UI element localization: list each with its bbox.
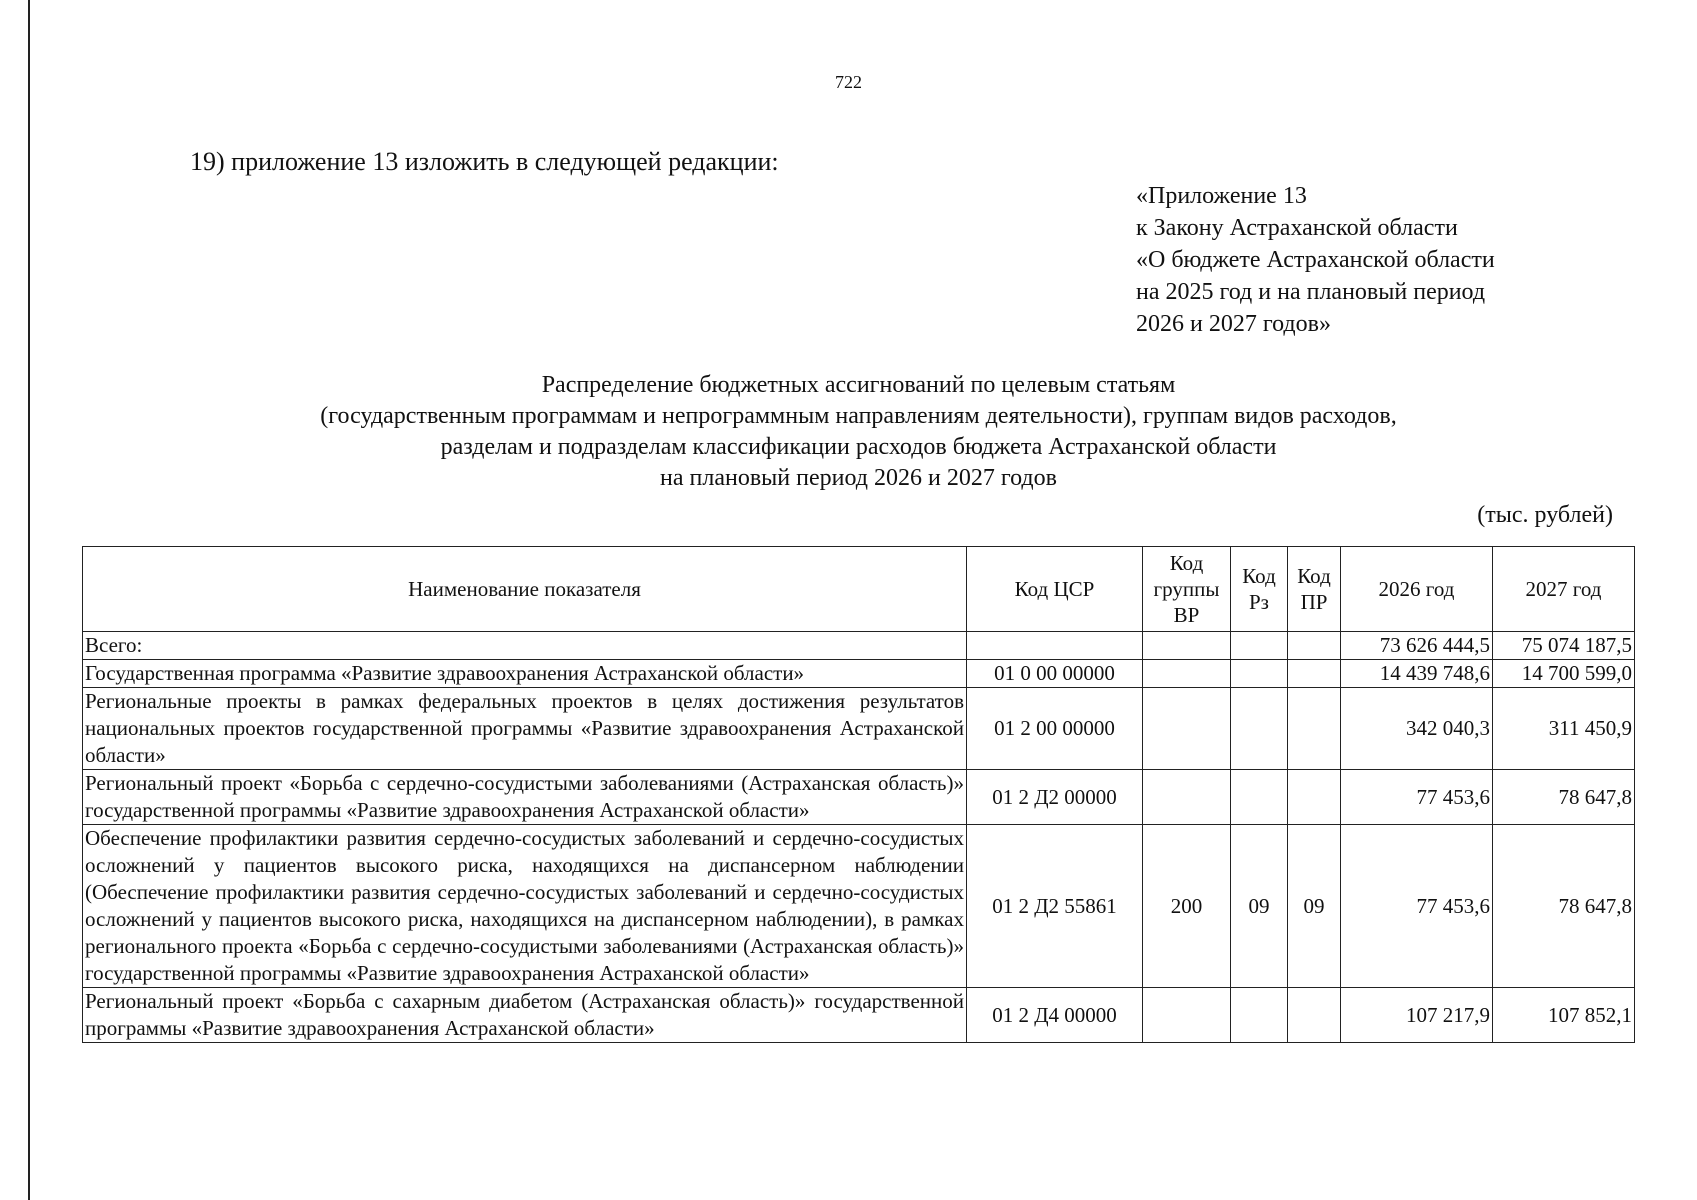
row-pr-code [1288,688,1341,770]
row-amount-2026: 77 453,6 [1341,825,1493,988]
row-vr-code [1143,770,1231,825]
row-amount-2026: 73 626 444,5 [1341,632,1493,660]
row-rz-code [1231,632,1288,660]
header-rz-code-line: Код [1242,564,1276,588]
row-csr-code: 01 0 00 00000 [967,660,1143,688]
row-pr-code [1288,660,1341,688]
header-rz-code-line: Рз [1249,590,1269,614]
header-pr-code-line: ПР [1300,590,1328,614]
row-rz-code [1231,988,1288,1043]
row-csr-code: 01 2 00 00000 [967,688,1143,770]
row-name: Всего: [83,632,967,660]
row-rz-code [1231,688,1288,770]
table-row [83,988,1635,1043]
row-csr-code: 01 2 Д4 00000 [967,988,1143,1043]
table-header-row [83,547,1635,632]
table-row [83,825,1635,988]
document-title-line: разделам и подразделам классификации расходов бюджета Астраханской области [440,434,1277,460]
header-pr-code [1288,547,1341,632]
header-vr-code-line: Код [1169,551,1204,575]
appendix-reference-line: «О бюджете Астраханской области [1136,247,1495,273]
header-vr-code [1143,547,1231,632]
row-vr-code [1143,688,1231,770]
row-vr-code [1143,660,1231,688]
row-amount-2027: 14 700 599,0 [1493,660,1635,688]
row-amount-2026: 342 040,3 [1341,688,1493,770]
appendix-reference [1136,180,1495,340]
row-amount-2026: 107 217,9 [1341,988,1493,1043]
row-amount-2027: 75 074 187,5 [1493,632,1635,660]
header-vr-code-line: ВР [1173,603,1200,627]
document-title-line: на плановый период 2026 и 2027 годов [660,465,1057,491]
amendment-intro: 19) приложение 13 изложить в следующей редакции: [190,147,779,176]
row-vr-code [1143,988,1231,1043]
table-row [83,688,1635,770]
row-pr-code [1288,988,1341,1043]
budget-table [82,546,1635,1043]
row-pr-code [1288,632,1341,660]
header-year-2027: 2027 год [1493,547,1635,632]
row-name: Обеспечение профилактики развития сердечно-сосудистых заболеваний и сердечно-сосудистых осложнений у пациентов высокого риска, находящихся на диспансерном наблюдении (Обеспечение профилактики развития сердечно-сосудистых заболеваний и сердечно-сосудистых осложнений у пациентов высокого риска, находящихся на диспансерном наблюдении), в рамках регионального проекта «Борьба с сердечно-сосудистыми заболеваниями (Астраханская область)» государственной программы «Развитие здравоохранения Астраханской области» [83,825,967,988]
header-year-2026: 2026 год [1341,547,1493,632]
row-amount-2026: 77 453,6 [1341,770,1493,825]
row-vr-code: 200 [1143,825,1231,988]
header-name: Наименование показателя [83,547,967,632]
row-pr-code: 09 [1288,825,1341,988]
table-row [83,632,1635,660]
row-amount-2027: 107 852,1 [1493,988,1635,1043]
appendix-reference-line: «Приложение 13 [1136,183,1307,209]
appendix-reference-line: к Закону Астраханской области [1136,215,1458,241]
row-rz-code: 09 [1231,825,1288,988]
header-pr-code-line: Код [1297,564,1331,588]
table-row [83,770,1635,825]
row-name: Государственная программа «Развитие здравоохранения Астраханской области» [83,660,967,688]
document-title [0,370,1697,494]
table-row [83,660,1635,688]
row-rz-code [1231,770,1288,825]
row-vr-code [1143,632,1231,660]
page-margin-line [28,0,30,1200]
row-name: Региональные проекты в рамках федеральных проектов в целях достижения результатов национальных проектов государственной программы «Развитие здравоохранения Астраханской области» [83,688,967,770]
row-amount-2027: 78 647,8 [1493,770,1635,825]
page-number: 722 [835,72,862,92]
row-name: Региональный проект «Борьба с сердечно-сосудистыми заболеваниями (Астраханская область)» государственной программы «Развитие здравоохранения Астраханской области» [83,770,967,825]
row-amount-2026: 14 439 748,6 [1341,660,1493,688]
row-rz-code [1231,660,1288,688]
header-csr-code: Код ЦСР [967,547,1143,632]
header-vr-code-line: группы [1153,577,1220,601]
row-csr-code: 01 2 Д2 55861 [967,825,1143,988]
document-title-line: (государственным программам и непрограммным направлениям деятельности), группам видов расходов, [320,403,1397,429]
appendix-reference-line: 2026 и 2027 годов» [1136,311,1331,337]
row-pr-code [1288,770,1341,825]
header-rz-code [1231,547,1288,632]
row-name: Региональный проект «Борьба с сахарным диабетом (Астраханская область)» государственной программы «Развитие здравоохранения Астраханской области» [83,988,967,1043]
row-amount-2027: 78 647,8 [1493,825,1635,988]
units-label: (тыс. рублей) [1477,502,1613,528]
row-csr-code [967,632,1143,660]
row-csr-code: 01 2 Д2 00000 [967,770,1143,825]
row-amount-2027: 311 450,9 [1493,688,1635,770]
document-title-line: Распределение бюджетных ассигнований по целевым статьям [541,372,1176,398]
appendix-reference-line: на 2025 год и на плановый период [1136,279,1486,305]
